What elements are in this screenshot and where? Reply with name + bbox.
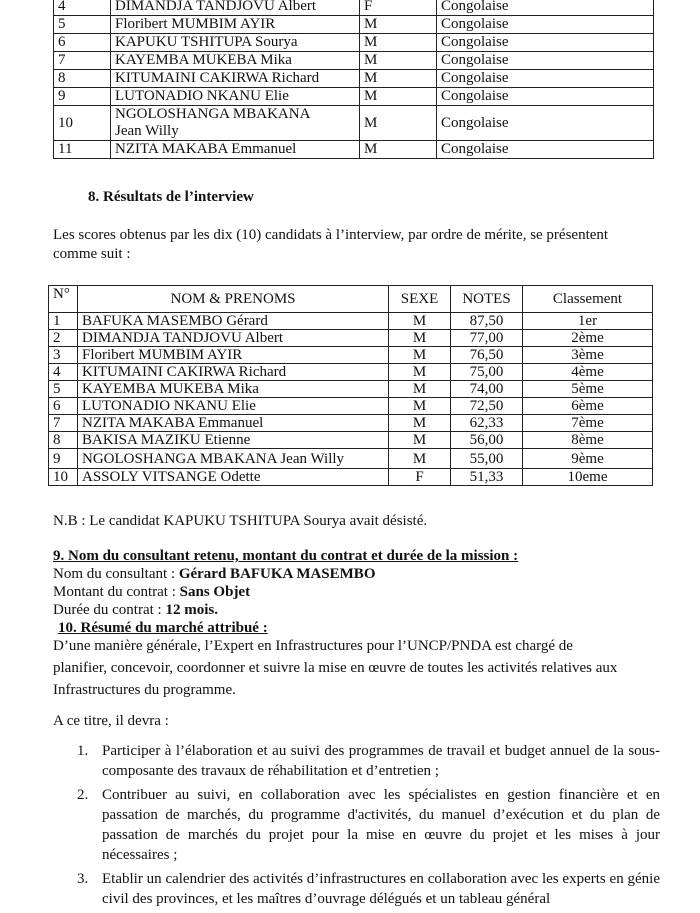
candidate-rank: 1er (523, 313, 653, 330)
candidate-nationality: Congolaise (437, 0, 654, 16)
table-row (49, 432, 653, 449)
candidate-name: ASSOLY VITSANGE Odette (78, 469, 389, 486)
row-number: 11 (54, 141, 111, 159)
nb-note: N.B : Le candidat KAPUKU TSHITUPA Sourya avait désisté. (53, 513, 428, 529)
candidate-name: Floribert MUMBIM AYIR (111, 16, 360, 34)
candidate-sex: M (389, 415, 451, 432)
row-number: 8 (49, 432, 78, 449)
candidate-nationality: Congolaise (437, 88, 654, 106)
row-number: 3 (49, 347, 78, 364)
candidate-sex: M (360, 141, 437, 159)
candidate-name: BAFUKA MASEMBO Gérard (78, 313, 389, 330)
section-8-intro-line1: Les scores obtenus par les dix (10) candidats à l’interview, par ordre de mérite, se présentent (53, 227, 609, 243)
table-header-row (49, 286, 653, 313)
candidate-sex: M (360, 106, 437, 141)
duration-value: 12 mois. (165, 602, 218, 618)
list-item-text: Etablir un calendrier des activités d’infrastructures en collaboration avec les experts en génie civil des provinces, et les maîtres d’ouvrage délégués et un tableau général (102, 871, 660, 907)
candidate-notes: 74,00 (451, 381, 523, 398)
candidate-sex: M (389, 347, 451, 364)
list-item-number: 1. (77, 743, 89, 759)
candidate-name: BAKISA MAZIKU Etienne (78, 432, 389, 449)
candidate-sex: M (360, 88, 437, 106)
section-8-intro-line2: comme suit : (53, 246, 131, 262)
candidate-sex: M (389, 330, 451, 347)
candidate-sex: M (360, 52, 437, 70)
consultant-label: Nom du consultant : (53, 566, 179, 582)
row-number: 7 (54, 52, 111, 70)
candidate-rank: 5ème (523, 381, 653, 398)
candidate-name: NZITA MAKABA Emmanuel (111, 141, 360, 159)
paragraph-line: Infrastructures du programme. (53, 682, 236, 698)
table-row (49, 415, 653, 432)
section-10-intro: A ce titre, il devra : (53, 713, 169, 729)
table-row (49, 347, 653, 364)
candidate-name: Floribert MUMBIM AYIR (78, 347, 389, 364)
row-number: 4 (54, 0, 111, 16)
row-number: 10 (54, 106, 111, 141)
duties-list (77, 741, 660, 913)
candidate-notes: 77,00 (451, 330, 523, 347)
row-number: 9 (54, 88, 111, 106)
amount-label: Montant du contrat : (53, 584, 180, 600)
candidate-notes: 87,50 (451, 313, 523, 330)
section-8-heading: 8. Résultats de l’interview (88, 189, 254, 205)
row-number: 4 (49, 364, 78, 381)
header-rank: Classement (523, 286, 653, 313)
candidate-notes: 62,33 (451, 415, 523, 432)
row-number: 2 (49, 330, 78, 347)
candidate-rank: 2ème (523, 330, 653, 347)
header-number: N° (49, 286, 78, 313)
candidate-sex: M (389, 398, 451, 415)
candidate-name: KAPUKU TSHITUPA Sourya (111, 34, 360, 52)
table-row (54, 52, 654, 70)
candidate-rank: 6ème (523, 398, 653, 415)
header-sex: SEXE (389, 286, 451, 313)
candidate-sex: M (389, 364, 451, 381)
table-row (54, 70, 654, 88)
table-row (54, 16, 654, 34)
candidate-notes: 56,00 (451, 432, 523, 449)
row-number: 6 (49, 398, 78, 415)
candidate-nationality: Congolaise (437, 141, 654, 159)
candidates-table (53, 0, 654, 159)
table-row (54, 88, 654, 106)
list-item-text: Participer à l’élaboration et au suivi des programmes de travail et budget annuel de la sous-composante des travaux de réhabilitation et d’entretien ; (102, 743, 660, 779)
candidate-name-line2: Jean Willy (115, 123, 179, 139)
paragraph-line: planifier, concevoir, coordonner et suivre la mise en œuvre de toutes les activités relatives aux (53, 660, 618, 676)
table-row (54, 0, 654, 16)
candidate-nationality: Congolaise (437, 70, 654, 88)
list-item-number: 2. (77, 787, 89, 803)
candidate-name: LUTONADIO NKANU Elie (111, 88, 360, 106)
table-row (54, 106, 654, 141)
list-item-text: Contribuer au suivi, en collaboration avec les spécialistes en gestion financière et en passation de marchés, du programme d'activités, du manuel d’exécution et du plan de passation de marchés du projet pour la mise en œuvre du projet et les mises à jour nécessaires ; (102, 787, 660, 863)
duration-label: Durée du contrat : (53, 602, 166, 618)
candidate-rank: 3ème (523, 347, 653, 364)
table-row (54, 34, 654, 52)
header-name: NOM & PRENOMS (78, 286, 389, 313)
candidate-sex: F (389, 469, 451, 486)
candidate-nationality: Congolaise (437, 16, 654, 34)
candidate-notes: 55,00 (451, 449, 523, 469)
candidate-nationality: Congolaise (437, 34, 654, 52)
candidate-name: KITUMAINI CAKIRWA Richard (111, 70, 360, 88)
row-number: 8 (54, 70, 111, 88)
candidate-rank: 8ème (523, 432, 653, 449)
candidate-sex: M (389, 432, 451, 449)
row-number: 7 (49, 415, 78, 432)
row-number: 6 (54, 34, 111, 52)
candidate-name: KAYEMBA MUKEBA Mika (78, 381, 389, 398)
candidate-name (111, 106, 360, 141)
candidate-rank: 10eme (523, 469, 653, 486)
row-number: 10 (49, 469, 78, 486)
table-row (49, 449, 653, 469)
table-row (49, 398, 653, 415)
table-row (54, 141, 654, 159)
paragraph-line: D’une manière générale, l’Expert en Infrastructures pour l’UNCP/PNDA est chargé de (53, 638, 573, 654)
candidate-name: NZITA MAKABA Emmanuel (78, 415, 389, 432)
table-row (49, 381, 653, 398)
candidate-name: KITUMAINI CAKIRWA Richard (78, 364, 389, 381)
candidate-nationality: Congolaise (437, 106, 654, 141)
row-number: 5 (54, 16, 111, 34)
table-row (49, 330, 653, 347)
section-9-heading: 9. Nom du consultant retenu, montant du contrat et durée de la mission : (53, 548, 519, 564)
list-item (77, 785, 660, 865)
candidate-name-line1: NGOLOSHANGA MBAKANA (115, 106, 311, 122)
candidate-name: NGOLOSHANGA MBAKANA Jean Willy (78, 449, 389, 469)
candidate-sex: M (389, 313, 451, 330)
candidate-rank: 7ème (523, 415, 653, 432)
row-number: 1 (49, 313, 78, 330)
candidate-rank: 9ème (523, 449, 653, 469)
consultant-value: Gérard BAFUKA MASEMBO (178, 566, 376, 582)
candidate-sex: M (360, 34, 437, 52)
candidate-rank: 4ème (523, 364, 653, 381)
candidate-notes: 75,00 (451, 364, 523, 381)
table-row (49, 469, 653, 486)
candidate-name: KAYEMBA MUKEBA Mika (111, 52, 360, 70)
row-number: 9 (49, 449, 78, 469)
section-10-paragraph (53, 635, 660, 701)
list-item (77, 869, 660, 909)
candidate-sex: M (360, 70, 437, 88)
row-number: 5 (49, 381, 78, 398)
header-notes: NOTES (451, 286, 523, 313)
table-row (49, 364, 653, 381)
candidate-sex: M (389, 449, 451, 469)
list-item-number: 3. (77, 871, 89, 887)
candidate-name: DIMANDJA TANDJOVU Albert (78, 330, 389, 347)
candidate-sex: M (360, 16, 437, 34)
candidate-name: DIMANDJA TANDJOVU Albert (111, 0, 360, 16)
candidate-sex: M (389, 381, 451, 398)
candidate-sex: F (360, 0, 437, 16)
candidate-notes: 72,50 (451, 398, 523, 415)
amount-value: Sans Objet (179, 584, 251, 600)
section-10-heading: 10. Résumé du marché attribué : (58, 620, 268, 636)
candidate-notes: 51,33 (451, 469, 523, 486)
table-row (49, 313, 653, 330)
candidate-name: LUTONADIO NKANU Elie (78, 398, 389, 415)
candidate-nationality: Congolaise (437, 52, 654, 70)
results-table (48, 285, 653, 486)
list-item (77, 741, 660, 781)
candidate-notes: 76,50 (451, 347, 523, 364)
